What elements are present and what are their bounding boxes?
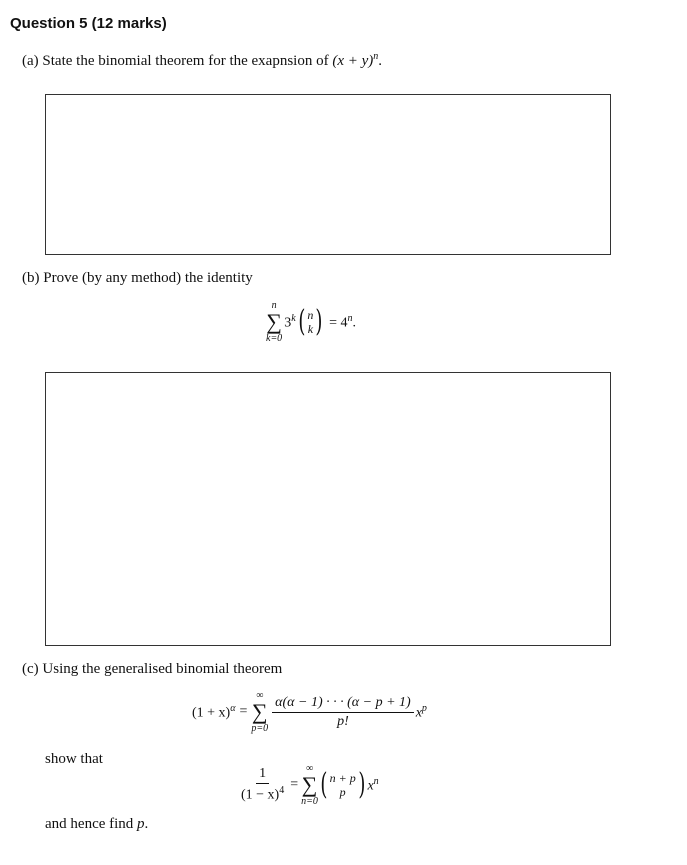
- part-c-xn: $x^n$: [367, 775, 379, 794]
- part-c-xp: $x^p$: [415, 702, 427, 721]
- sigma-symbol: ∑: [266, 309, 282, 334]
- part-b-binomial: n k: [307, 308, 314, 336]
- part-b-identity: n ∑ k=0 3$^k$ ( n k ) = $4^n$.: [266, 300, 356, 344]
- part-c-sum-2: ∞ ∑ n=0: [301, 763, 318, 807]
- part-c-generalised-formula: $(1 + x)^\alpha$ = ∞ ∑ p=0 $\frac{\alpha(\alpha - 1) \cdot \cdot \cdot (\alpha - p + 1)}{p!}$ $x^p$: [192, 690, 427, 734]
- part-a-answer-box[interactable]: [45, 94, 611, 255]
- part-b-rhs: = $4^n$.: [329, 312, 356, 331]
- part-b-text: Prove (by any method) the identity: [43, 270, 253, 286]
- part-a-label: (a): [22, 53, 39, 69]
- part-c-binomial: n + p p: [329, 771, 356, 799]
- part-c-lhs: $(1 + x)^\alpha$: [192, 702, 236, 721]
- part-c-label: (c): [22, 661, 39, 677]
- part-c-text: Using the generalised binomial theorem: [42, 661, 283, 677]
- part-c-show-that: show that: [45, 751, 103, 767]
- sigma-symbol: ∑: [251, 699, 268, 724]
- part-c-target-identity: $\frac{1}{(1 - x)^4}$ = ∞ ∑ n=0 ( n + p p ) $x^n$: [238, 763, 379, 807]
- part-b-answer-box[interactable]: [45, 372, 611, 646]
- sigma-symbol: ∑: [301, 772, 318, 797]
- part-a-expression: $(x + y)^n$: [332, 51, 379, 69]
- part-c-fraction: $\frac{\alpha(\alpha - 1) \cdot \cdot \cdot (\alpha - p + 1)}{p!}$: [272, 695, 414, 730]
- part-c-sum: ∞ ∑ p=0: [251, 690, 269, 734]
- part-b-prompt: [22, 270, 253, 287]
- question-title: Question 5 (12 marks): [10, 15, 167, 32]
- part-c-fraction-2: $\frac{1}{(1 - x)^4}$: [241, 766, 285, 803]
- part-a-text: State the binomial theorem for the exapnsion of: [42, 53, 333, 69]
- part-b-sum: n ∑ k=0: [266, 300, 283, 344]
- part-b-label: (b): [22, 270, 40, 286]
- part-c-prompt: [22, 661, 282, 678]
- part-a-prompt: (a) State the binomial theorem for the exapnsion of $(x + y)^n$.: [22, 51, 383, 69]
- part-b-term: 3$^k$: [284, 312, 296, 331]
- part-c-hence: and hence find p.: [45, 816, 149, 832]
